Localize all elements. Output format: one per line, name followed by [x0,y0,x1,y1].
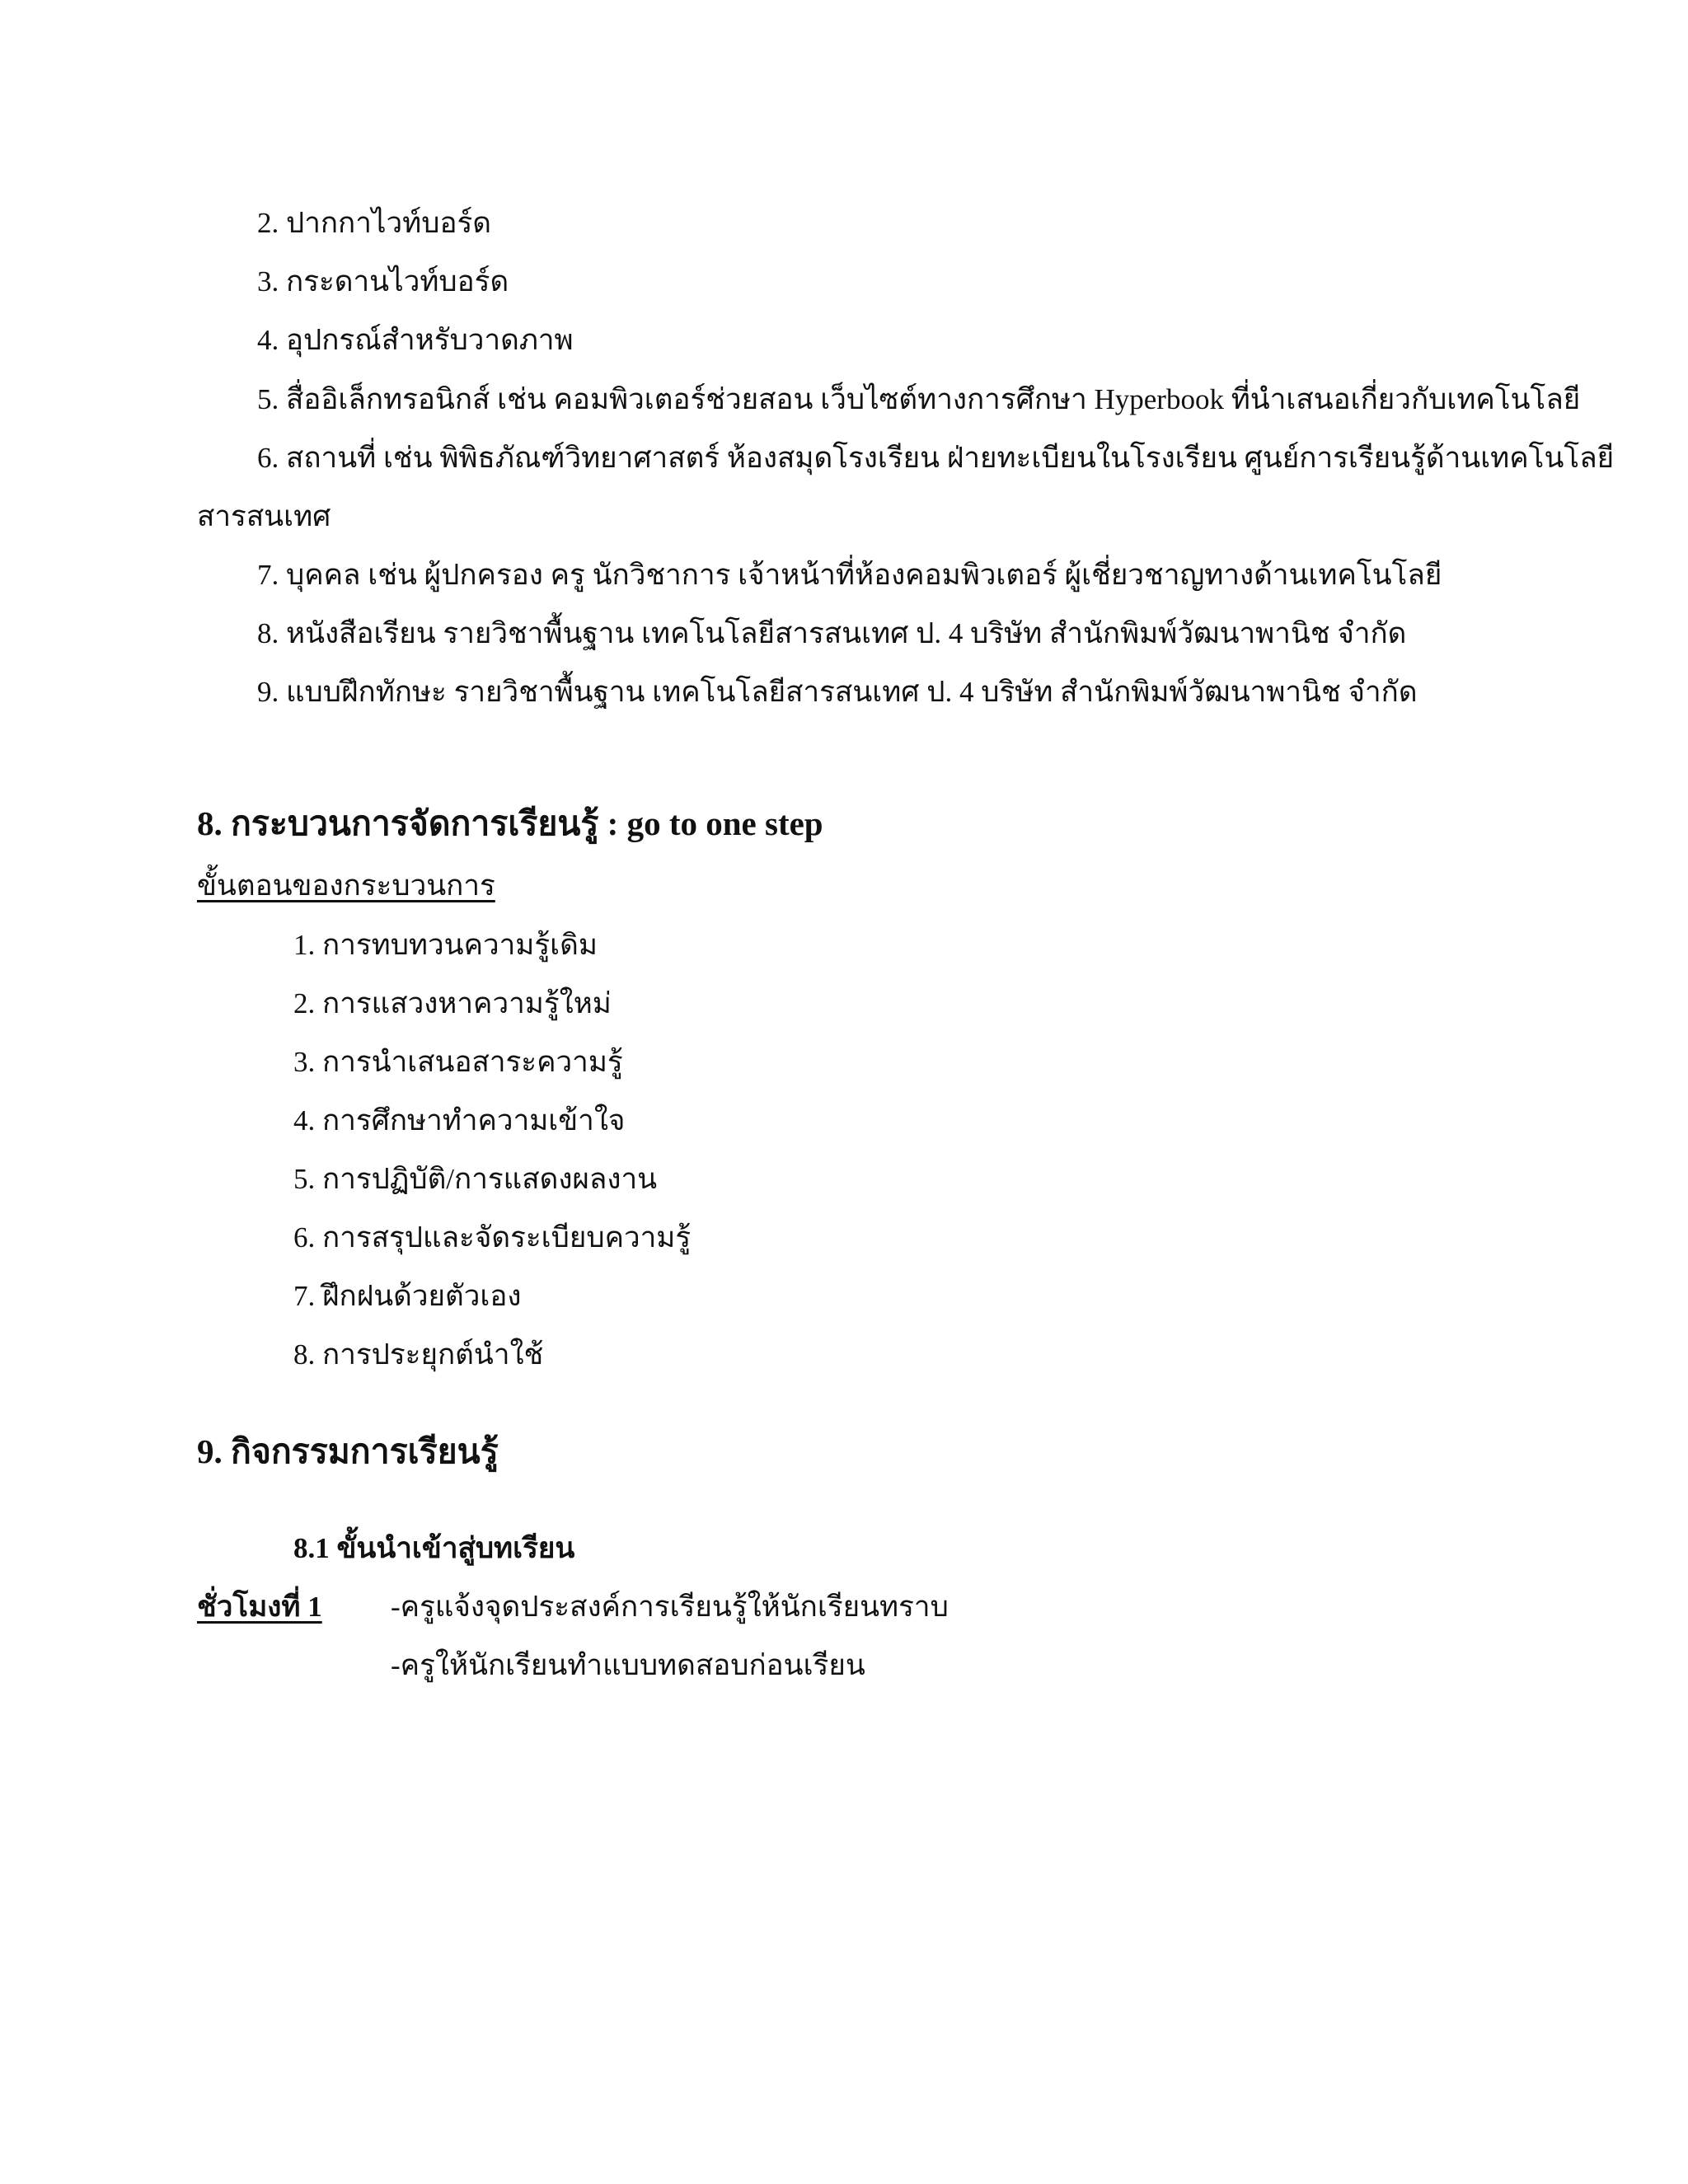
process-step-2: 2. การแสวงหาความรู้ใหม่ [293,987,612,1019]
hour-label: ชั่วโมงที่ 1 [197,1591,322,1623]
media-item-3: 3. กระดานไวท์บอร์ด [257,265,509,298]
media-item-5: 5. สื่ออิเล็กทรอนิกส์ เช่น คอมพิวเตอร์ช่วยสอน เว็บไซต์ทางการศึกษา Hyperbook ที่นำเสนอเกี่ยวกับเทคโนโลยี [257,383,1581,415]
process-step-8: 8. การประยุกต์นำใช้ [293,1338,544,1371]
process-step-1: 1. การทบทวนความรู้เดิม [293,929,598,961]
section-8-heading: 8. กระบวนการจัดการเรียนรู้ : go to one step [197,804,823,842]
media-item-8: 8. หนังสือเรียน รายวิชาพื้นฐาน เทคโนโลยีสารสนเทศ ป. 4 บริษัท สำนักพิมพ์วัฒนาพานิช จำกัด [257,617,1407,649]
process-step-3: 3. การนำเสนอสาระความรู้ [293,1046,623,1078]
media-item-6-continuation: สารสนเทศ [197,500,331,532]
process-step-4: 4. การศึกษาทำความเข้าใจ [293,1104,626,1137]
activity-item-2: -ครูให้นักเรียนทำแบบทดสอบก่อนเรียน [391,1649,865,1681]
media-item-4: 4. อุปกรณ์สำหรับวาดภาพ [257,324,574,356]
media-item-9: 9. แบบฝึกทักษะ รายวิชาพื้นฐาน เทคโนโลยีสารสนเทศ ป. 4 บริษัท สำนักพิมพ์วัฒนาพานิช จำกัด [257,676,1418,708]
process-step-5: 5. การปฏิบัติ/การแสดงผลงาน [293,1163,658,1195]
section-8-subtitle: ขั้นตอนของกระบวนการ [197,869,495,902]
section-9-subheading: 8.1 ขั้นนำเข้าสู่บทเรียน [293,1532,575,1564]
process-step-6: 6. การสรุปและจัดระเบียบความรู้ [293,1221,692,1254]
process-step-7: 7. ฝึกฝนด้วยตัวเอง [293,1280,522,1312]
activity-item-1: -ครูแจ้งจุดประสงค์การเรียนรู้ให้นักเรียนทราบ [391,1591,949,1623]
media-item-7: 7. บุคคล เช่น ผู้ปกครอง ครู นักวิชาการ เจ้าหน้าที่ห้องคอมพิวเตอร์ ผู้เชี่ยวชาญทางด้านเทคโนโลยี [257,559,1442,591]
section-9-heading: 9. กิจกรรมการเรียนรู้ [197,1432,499,1470]
media-item-6: 6. สถานที่ เช่น พิพิธภัณฑ์วิทยาศาสตร์ ห้องสมุดโรงเรียน ฝ่ายทะเบียนในโรงเรียน ศูนย์การเรียนรู้ด้านเทคโนโลยี [257,442,1615,474]
media-item-2: 2. ปากกาไวท์บอร์ด [257,207,491,239]
